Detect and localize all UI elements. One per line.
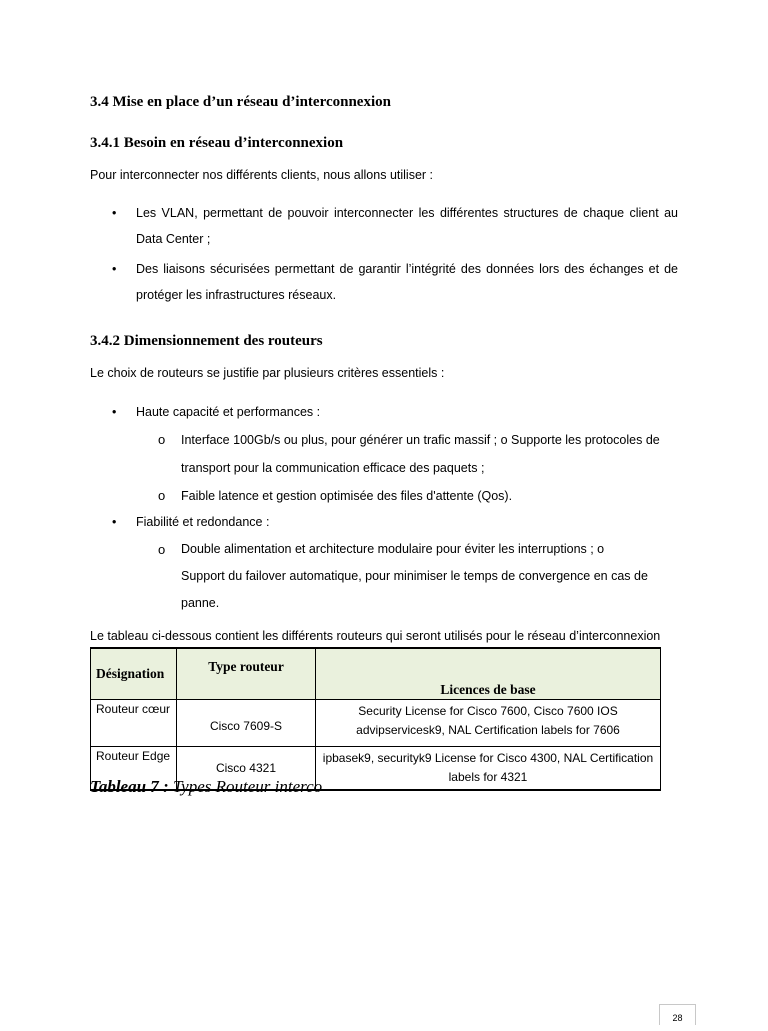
sub-list-item — [158, 536, 648, 563]
table-cell-licences: ipbasek9, securityk9 License for Cisco 4300, NAL Certification labels for 4321 — [316, 747, 661, 791]
sub-list-performance — [158, 426, 660, 510]
sub-list-reliability — [158, 536, 648, 617]
paragraph-intro-interconnect: Pour interconnecter nos différents clients, nous allons utiliser : — [90, 168, 434, 182]
table-cell-licences: Security License for Cisco 7600, Cisco 7600 IOS advipservicesk9, NAL Certification labels for 7606 — [316, 700, 661, 747]
sub-list-item-text: Double alimentation et architecture modulaire pour éviter les interruptions ; o — [181, 542, 605, 556]
sub-list-item-text: Interface 100Gb/s ou plus, pour générer un trafic massif ; o Supporte les protocoles de — [181, 433, 660, 447]
bullet-marker: • — [112, 515, 117, 529]
table-cell-designation: Routeur cœur — [91, 700, 177, 747]
page-number: 28 — [659, 1004, 696, 1025]
subsection-heading-3-4-1: 3.4.1 Besoin en réseau d’interconnexion — [90, 135, 344, 151]
sub-list-item-text: Support du failover automatique, pour minimiser le temps de convergence en cas de — [181, 569, 648, 583]
criterion-performance — [112, 399, 678, 425]
bullet-marker: • — [112, 262, 117, 276]
criterion-reliability — [112, 509, 678, 535]
paragraph-table-intro: Le tableau ci-dessous contient les différents routeurs qui seront utilisés pour le réseau d’interconnexion — [90, 629, 661, 643]
sub-list-item-continuation — [158, 590, 648, 617]
list-item-text: Les VLAN, permettant de pouvoir interconnecter les différentes structures de chaque client au Data Center ; — [136, 206, 678, 246]
column-header-type: Type routeur — [177, 648, 316, 700]
list-item-text: Des liaisons sécurisées permettant de garantir l’intégrité des données lors des échanges et de protéger les infrastructures réseaux. — [136, 262, 678, 302]
section-heading: 3.4 Mise en place d’un réseau d’interconnexion — [90, 94, 391, 110]
sub-list-item-continuation — [158, 454, 660, 482]
sub-bullet-marker: o — [158, 542, 166, 557]
table-caption — [90, 777, 322, 797]
routers-table — [90, 647, 661, 791]
subsection-heading-3-4-2: 3.4.2 Dimensionnement des routeurs — [90, 333, 323, 349]
table-header-row — [91, 648, 661, 700]
sub-list-item — [158, 426, 660, 454]
sub-bullet-marker: o — [158, 432, 166, 447]
table-row — [91, 700, 661, 747]
table-cell-designation: Routeur Edge — [91, 747, 177, 791]
bullet-marker: • — [112, 206, 117, 220]
list-item — [112, 509, 678, 535]
table-caption-label: Tableau 7 : — [90, 777, 169, 796]
sub-list-item-continuation — [158, 563, 648, 590]
bullet-list-interconnect — [112, 200, 678, 308]
criterion-label: Fiabilité et redondance : — [136, 515, 270, 529]
sub-list-item-text: panne. — [181, 596, 220, 610]
column-header-designation: Désignation — [91, 648, 177, 700]
sub-bullet-marker: o — [158, 488, 166, 503]
paragraph-intro-routers: Le choix de routeurs se justifie par plusieurs critères essentiels : — [90, 366, 445, 380]
bullet-marker: • — [112, 405, 117, 419]
column-header-licences: Licences de base — [316, 648, 661, 700]
list-item — [112, 256, 678, 308]
table-caption-text: Types Routeur interco — [168, 777, 323, 796]
sub-list-item-text: Faible latence et gestion optimisée des files d'attente (Qos). — [181, 489, 513, 503]
criterion-label: Haute capacité et performances : — [136, 405, 321, 419]
list-item — [112, 200, 678, 252]
sub-list-item-text: transport pour la communication efficace des paquets ; — [181, 461, 485, 475]
table-cell-type: Cisco 7609-S — [177, 700, 316, 747]
list-item — [112, 399, 678, 425]
table-cell-type: Cisco 4321 — [177, 747, 316, 791]
sub-list-item — [158, 482, 660, 510]
